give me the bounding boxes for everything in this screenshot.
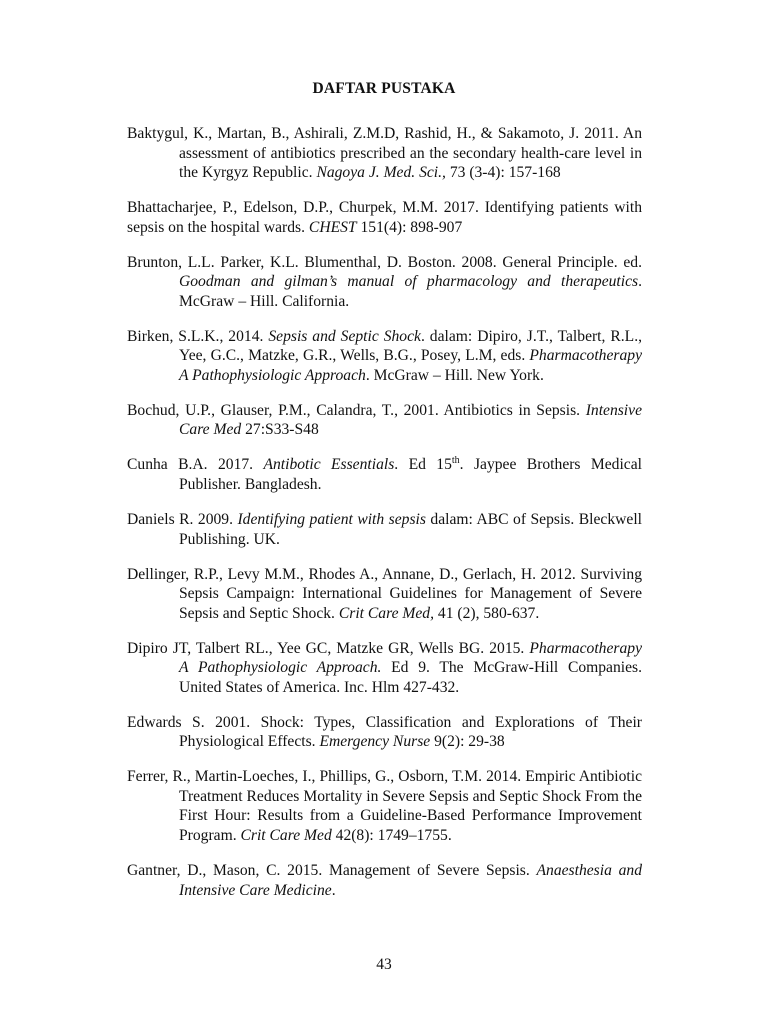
reference-text: Daniels R. 2009. [127, 511, 238, 529]
reference-item [127, 198, 642, 237]
reference-book-title: Pharmacotherapy A Pathophysiologic Approach. [179, 639, 642, 677]
reference-text: Baktygul, K., Martan, B., Ashirali, Z.M.D, Rashid, H., & Sakamoto, J. 2011. An assessment of antibiotics prescribed an the secondary health-care level in the Kyrgyz Republic. [127, 125, 642, 181]
reference-book-title: Goodman and gilman’s manual of pharmacology and therapeutics [179, 273, 639, 291]
reference-journal: CHEST [308, 218, 357, 236]
reference-text: Birken, S.L.K., 2014. [127, 327, 269, 345]
reference-text: Ferrer, R., Martin-Loeches, I., Phillips, G., Osborn, T.M. 2014. Empiric Antibiotic Treatment Reduces Mortality in Severe Sepsis and Septic Shock From the First Hour: Results from a Guideline-Based Performance Improvement Program. [127, 768, 642, 844]
reference-text: Bhattacharjee, P., Edelson, D.P., Churpek, M.M. 2017. Identifying patients with sepsis on the hospital wards. [127, 199, 642, 236]
page-title: DAFTAR PUSTAKA [312, 80, 456, 97]
reference-text: . McGraw – Hill. New York. [365, 366, 544, 384]
reference-item [127, 510, 642, 549]
reference-chapter-title: Identifying patient with sepsis [237, 511, 426, 529]
reference-text: Dipiro JT, Talbert RL., Yee GC, Matzke GR, Wells BG. 2015. [127, 639, 530, 657]
reference-item [127, 713, 642, 752]
reference-text: 151(4): 898-907 [356, 218, 463, 236]
reference-text: 42(8): 1749–1755. [331, 826, 452, 844]
reference-text: . Ed 15 [394, 456, 452, 474]
reference-item [127, 455, 642, 494]
reference-text: 27:S33-S48 [241, 421, 319, 439]
reference-item [127, 401, 642, 440]
reference-text: Brunton, L.L. Parker, K.L. Blumenthal, D. Boston. 2008. General Principle. ed. [127, 253, 642, 271]
reference-text: . Jaypee Brothers Medical Publisher. Bangladesh. [179, 456, 642, 493]
reference-journal: Crit Care Med, [338, 604, 434, 622]
reference-journal: Anaesthesia and Intensive Care Medicine [179, 862, 643, 899]
reference-chapter-title: Sepsis and Septic Shock [268, 327, 421, 345]
reference-journal: Crit Care Med [240, 826, 332, 844]
reference-text: Dellinger, R.P., Levy M.M., Rhodes A., Annane, D., Gerlach, H. 2012. Surviving Sepsis Campaign: International Guidelines for Management of Severe Sepsis and Septic Shock. [127, 565, 642, 622]
reference-item [127, 253, 642, 312]
reference-text: 41 (2), 580-637. [434, 604, 540, 622]
reference-item [127, 565, 642, 624]
reference-item [127, 767, 642, 845]
reference-text: dalam: ABC of Sepsis. Bleckwell Publishing. UK. [179, 511, 642, 548]
reference-book-title: Pharmacotherapy A Pathophysiologic Approach [179, 347, 642, 384]
page-number: 43 [376, 956, 392, 973]
reference-list [127, 124, 642, 906]
reference-journal: Emergency Nurse [319, 733, 431, 751]
reference-text: 9(2): 29-38 [430, 733, 505, 751]
reference-text: . McGraw – Hill. California. [179, 273, 642, 310]
reference-item [127, 861, 642, 900]
reference-journal: Nagoya J. Med. Sci., [316, 164, 446, 181]
reference-text: Ed 9. The McGraw-Hill Companies. United States of America. Inc. Hlm 427-432. [179, 659, 643, 696]
reference-item [127, 639, 642, 698]
reference-book-title: Antibotic Essentials [263, 456, 395, 474]
reference-journal: Intensive Care Med [179, 401, 642, 439]
reference-text: . dalam: Dipiro, J.T., Talbert, R.L., Yee, G.C., Matzke, G.R., Wells, B.G., Posey, L.M, eds. [179, 327, 642, 365]
reference-text: Bochud, U.P., Glauser, P.M., Calandra, T., 2001. Antibiotics in Sepsis. [127, 401, 586, 419]
reference-text: 73 (3-4): 157-168 [445, 164, 561, 181]
reference-text: Gantner, D., Mason, C. 2015. Management of Severe Sepsis. [127, 862, 537, 880]
reference-superscript: th [451, 455, 460, 467]
reference-text: Edwards S. 2001. Shock: Types, Classification and Explorations of Their Physiological Effects. [127, 713, 642, 751]
reference-text: Cunha B.A. 2017. [127, 456, 264, 474]
reference-item [127, 124, 642, 183]
reference-item [127, 327, 642, 386]
reference-text: . [331, 881, 336, 899]
